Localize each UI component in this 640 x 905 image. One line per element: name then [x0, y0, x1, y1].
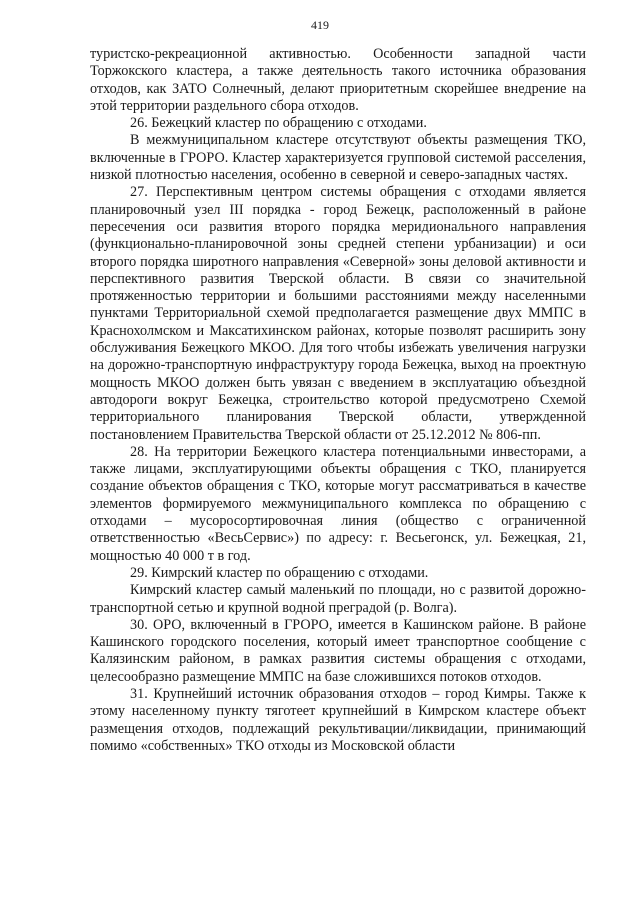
- paragraph-bezhetsk-description: В межмуниципальном кластере отсутствуют объекты размещения ТКО, включенные в ГРОРО. Кластер характеризуется групповой системой расселения, низкой плотностью населения, особенно в северной и северо-западных частях.: [90, 132, 586, 184]
- paragraph-30: 30. ОРО, включенный в ГРОРО, имеется в Кашинском районе. В районе Кашинского городского поселения, который имеет транспортное сообщение с Калязинским районом, в рамках развития системы обращения с отходами, целесообразно размещение ММПС на базе сложившихся потоков отходов.: [90, 616, 586, 685]
- paragraph-kimry-description: Кимрский кластер самый маленький по площади, но с развитой дорожно-транспортной сетью и крупной водной преградой (р. Волга).: [90, 582, 586, 616]
- paragraph-heading-26: 26. Бежецкий кластер по обращению с отходами.: [130, 115, 427, 132]
- page-number: 419: [311, 18, 329, 32]
- document-body: [90, 46, 586, 755]
- paragraph-31: 31. Крупнейший источник образования отходов – город Кимры. Также к этому населенному пункту тяготеет крупнейший в Кимрском кластере объект размещения отходов, подлежащий рекультивации/ликвидации, принимающий помимо «собственных» ТКО отходы из Московской области: [90, 685, 586, 754]
- paragraph-heading-29: 29. Кимрский кластер по обращению с отходами.: [130, 564, 429, 581]
- paragraph-27: 27. Перспективным центром системы обращения с отходами является планировочный узел III порядка - город Бежецк, расположенный в районе пересечения оси развития второго порядка меридионального направления (функционально-планировочной зоны средней степени урбанизации) и оси второго порядка широтного направления «Северной» зоны деловой активности и перспективного развития Тверской области. В связи со значительной протяженностью территории и большими расстояниями между населенными пунктами Территориальной схемой предполагается размещение двух ММПС в Краснохолмском и Максатихинском районах, которые позволят расширить зону обслуживания Бежецкого МКОО. Для того чтобы избежать увеличения нагрузки на дорожно-транспортную инфраструктуру города Бежецка, выход на проектную мощность МКОО должен быть увязан с введением в эксплуатацию объездной автодороги вокруг Бежецка, строительство которой предусмотрено Схемой территориального планирования Тверской области, утвержденной постановлением Правительства Тверской области от 25.12.2012 № 806-пп.: [90, 184, 586, 443]
- paragraph-28: 28. На территории Бежецкого кластера потенциальными инвесторами, а также лицами, эксплуатирующими объекты обращения с ТКО, планируется создание объектов обращения с ТКО, которые могут рассматриваться в качестве элементов формируемого межмуниципального комплекса по обращению с отходами – мусоросортировочная линия (общество с ограниченной ответственностью «ВесьСервис») по адресу: г. Весьегонск, ул. Бежецкая, 21, мощностью 40 000 т в год.: [90, 443, 586, 564]
- paragraph-continuation: туристско-рекреационной активностью. Особенности западной части Торжокского кластера, а также деятельность такого источника образования отходов, как ЗАТО Солнечный, делают приоритетным скорейшее внедрение на этой территории раздельного сбора отходов.: [90, 46, 586, 114]
